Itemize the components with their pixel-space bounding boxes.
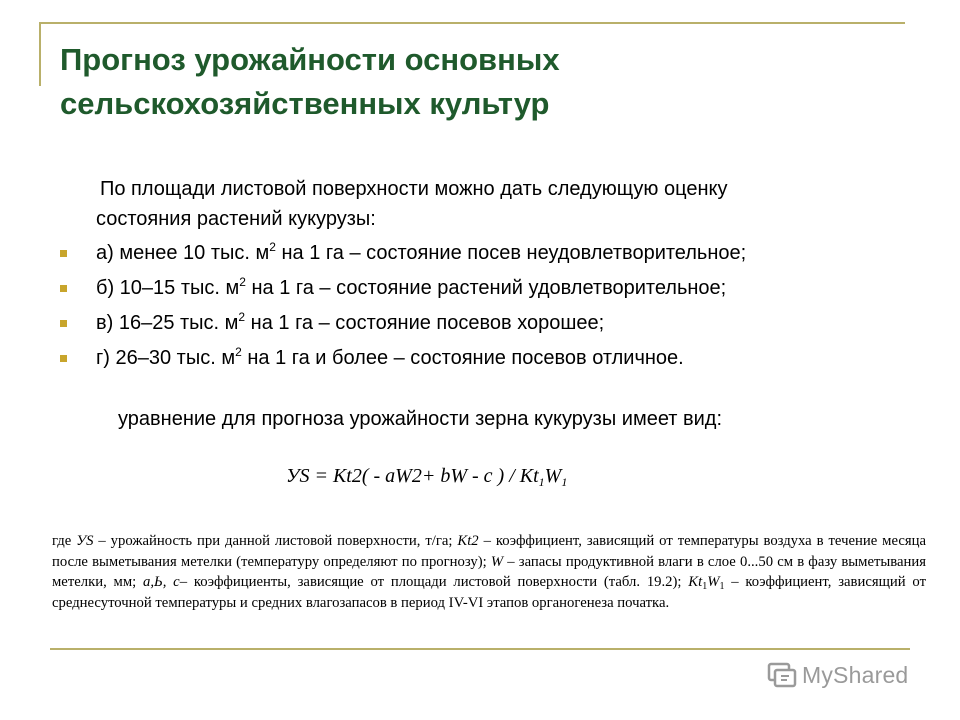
- bullet-icon: [60, 355, 67, 362]
- bullet-icon: [60, 250, 67, 257]
- title-horizontal-rule: [39, 22, 905, 24]
- slides-icon: [767, 660, 797, 690]
- bullet-icon: [60, 285, 67, 292]
- intro-line-2: состояния растений кукурузы:: [96, 208, 376, 230]
- logo-text: MyShared: [802, 661, 909, 688]
- intro-text: [96, 174, 896, 234]
- assessment-list: [60, 236, 920, 376]
- intro-line-1: По площади листовой поверхности можно дать следующую оценку: [100, 178, 728, 200]
- equation-intro: уравнение для прогноза урожайности зерна кукурузы имеет вид:: [118, 408, 723, 430]
- list-item: б) 10–15 тыс. $м^2$ на 1 га – состояние растений удовлетворительное;: [60, 271, 920, 306]
- yield-formula: УS = Kt2( - aW2+ bW - c ) / $Kt_1W_1$: [286, 465, 568, 489]
- list-item: в) 16–25 тыс. $м^2$ на 1 га – состояние посевов хорошее;: [60, 306, 920, 341]
- bullet-icon: [60, 320, 67, 327]
- formula-legend: где УS – урожайность при данной листовой поверхности, т/га; Kt2 – коэффициент, зависящий от температуры воздуха в течение месяца после выметывания метелки (температуру определяют по прогнозу); W – запасы продуктивной влаги в слое 0...50 см в фазу выметывания метелки, мм; a,Ь, c– коэффициенты, зависящие от площади листовой поверхности (табл. 19.2); $Kt_1W_1$ – коэффициент, зависящий от среднесуточной температуры и средних влагозапасов в период IV-VI этапов органогенеза початка.: [52, 533, 926, 611]
- list-item: г) 26–30 тыс. $м^2$ на 1 га и более – состояние посевов отличное.: [60, 341, 920, 376]
- title-vertical-rule: [39, 22, 41, 86]
- list-item: а) менее 10 тыс. $м^2$ на 1 га – состояние посев неудовлетворительное;: [60, 236, 920, 271]
- title-line-2: сельскохозяйственных культур: [60, 86, 550, 121]
- slide-title: [60, 38, 910, 126]
- title-line-1: Прогноз урожайности основных: [60, 42, 560, 77]
- bottom-rule: [50, 648, 910, 650]
- myshared-logo: [767, 655, 908, 695]
